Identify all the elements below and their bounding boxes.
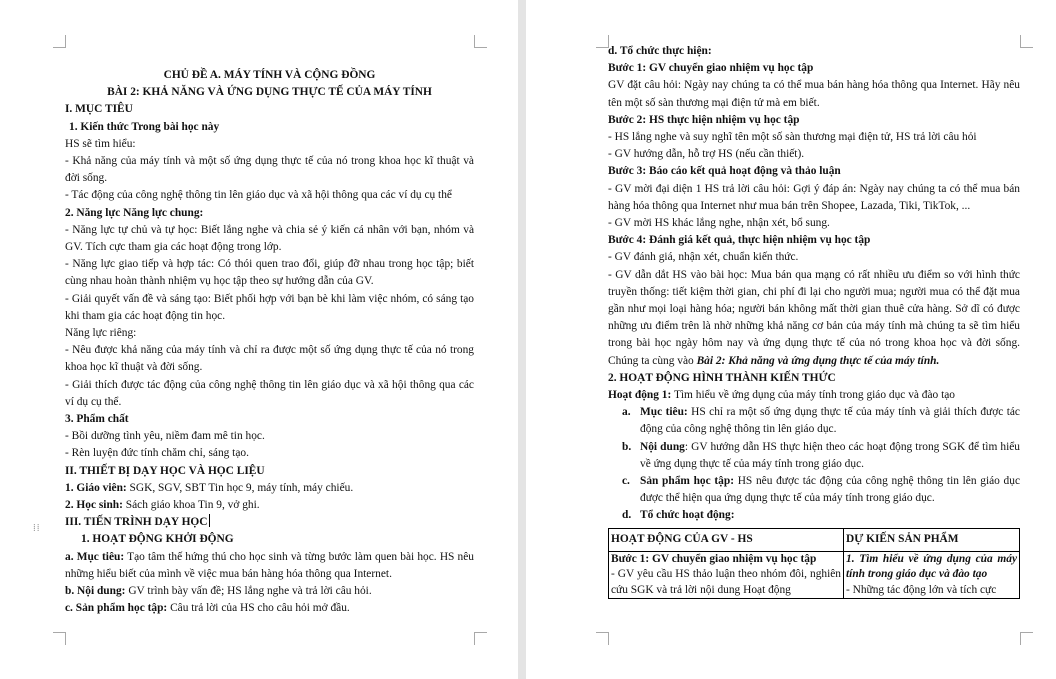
table-cell xyxy=(844,551,1020,599)
heading-process-text: III. TIẾN TRÌNH DẠY HỌC xyxy=(65,516,208,529)
label-product: Sản phẩm học tập: xyxy=(640,475,734,488)
crop-mark-top-right xyxy=(1020,35,1033,48)
list-item-goal xyxy=(622,404,1020,438)
heading-step-1: Bước 1: GV chuyển giao nhiệm vụ học tập xyxy=(608,62,814,75)
value-goal: Tạo tâm thế hứng thú cho học sinh và từng bước làm quen bài học. HS nêu những hiểu biết của mình về việc mua bán hàng hóa thông qua Internet. xyxy=(65,550,474,580)
heading-step-3: Bước 3: Báo cáo kết quả hoạt động và thảo luận xyxy=(608,165,841,178)
text-competency-3: - Giải quyết vấn đề và sáng tạo: Biết phối hợp với bạn bè khi làm việc nhóm, có sáng tạo khi tham gia các hoạt động tin học. xyxy=(65,292,474,322)
heading-process[interactable] xyxy=(65,514,474,531)
heading-organize: d. Tổ chức thực hiện: xyxy=(608,45,712,57)
list-marker: d. xyxy=(622,509,632,522)
label-activity-1: Hoạt động 1: xyxy=(608,389,672,402)
label-content: b. Nội dung: xyxy=(65,585,126,598)
lesson-topic-title: CHỦ ĐỀ A. MÁY TÍNH VÀ CỘNG ĐỒNG xyxy=(163,69,376,81)
value-product: HS nêu được tác động của công nghệ thông tin lên giáo dục được thể hiện qua ứng dụng thực tế của máy tính trong giáo dục. xyxy=(640,475,1020,505)
page-left xyxy=(0,0,518,679)
text-specific-2: - Giải thích được tác động của công nghệ thông tin lên giáo dục và xã hội thông qua các ví dụ cụ thể. xyxy=(65,378,474,408)
heading-qualities: 3. Phẩm chất xyxy=(65,413,129,426)
value-teacher: SGK, SGV, SBT Tin học 9, máy tính, máy chiếu. xyxy=(126,481,354,494)
text-activity-1 xyxy=(608,387,1020,404)
text-quality-2: - Rèn luyện đức tính chăm chỉ, sáng tạo. xyxy=(65,447,249,460)
text-knowledge-2: - Tác động của công nghệ thông tin lên giáo dục và xã hội thông qua các ví dụ cụ thể xyxy=(65,189,452,202)
cell-expected-text: - Những tác động lớn và tích cực xyxy=(846,583,997,596)
crop-mark-top-left xyxy=(53,35,66,48)
value-activity-1: Tìm hiểu về ứng dụng của máy tính trong giáo dục và đào tạo xyxy=(671,389,956,402)
text-cursor xyxy=(209,514,210,527)
text-specific-competency: Năng lực riêng: xyxy=(65,327,137,340)
table-header-cell: DỰ KIẾN SẢN PHẨM xyxy=(844,528,1020,551)
label-student: 2. Học sinh: xyxy=(65,499,123,512)
cell-step-text: - GV yêu cầu HS thảo luận theo nhóm đôi, nghiên cứu SGK và trả lời nội dung Hoạt động xyxy=(611,568,841,596)
table-header-row xyxy=(609,528,1020,551)
table-row xyxy=(609,551,1020,599)
crop-mark-top-right xyxy=(474,35,487,48)
text-knowledge-1: - Khả năng của máy tính và một số ứng dụng thực tế của nó trong khoa học kĩ thuật và đời sống. xyxy=(65,155,474,185)
text-step-2b: - GV hướng dẫn, hỗ trợ HS (nếu cần thiết). xyxy=(608,148,805,161)
lesson-title: BÀI 2: KHẢ NĂNG VÀ ỨNG DỤNG THỰC TẾ CỦA MÁY TÍNH xyxy=(107,86,432,99)
list-marker: b. xyxy=(622,440,632,453)
heading-step-4: Bước 4: Đánh giá kết quả, thực hiện nhiệm vụ học tập xyxy=(608,234,871,247)
text-student-materials xyxy=(65,497,474,514)
value-student: Sách giáo khoa Tin 9, vở ghi. xyxy=(122,499,260,512)
left-page-content xyxy=(65,67,474,618)
right-page-content xyxy=(608,43,1020,599)
page-right xyxy=(526,0,1056,679)
label-product: c. Sản phẩm học tập: xyxy=(65,602,168,615)
list-item-organize xyxy=(622,507,1020,524)
text-step-4a: - GV đánh giá, nhận xét, chuẩn kiến thức. xyxy=(608,251,799,264)
text-step-3b: - GV mời HS khác lắng nghe, nhận xét, bổ sung. xyxy=(608,217,830,230)
list-marker: c. xyxy=(622,475,630,488)
text-step-2a: - HS lắng nghe và suy nghĩ tên một số sàn thương mại điện tử, HS trả lời câu hỏi xyxy=(608,131,977,144)
text-competency-1: - Năng lực tự chủ và tự học: Biết lắng nghe và chia sẻ ý kiến cá nhân với bạn, nhóm và GV. Tích cực tham gia các hoạt động trong lớp. xyxy=(65,223,474,254)
text-teacher-materials xyxy=(65,480,474,497)
heading-competency: 2. Năng lực Năng lực chung: xyxy=(65,206,204,219)
text-product xyxy=(65,600,474,617)
value-content: GV trình bày vấn đề; HS lắng nghe và trả lời câu hỏi. xyxy=(125,585,372,598)
cell-step-heading: Bước 1: GV chuyển giao nhiệm vụ học tập xyxy=(611,552,817,565)
crop-mark-bottom-left xyxy=(53,632,66,645)
text-step-1: GV đặt câu hỏi: Ngày nay chúng ta có thể mua bán hàng hóa thông qua Internet. Hãy nêu tên một số sàn thương mại điện tử mà em biết. xyxy=(608,79,1020,109)
label-goal: a. Mục tiêu: xyxy=(65,550,125,563)
label-teacher: 1. Giáo viên: xyxy=(65,481,127,494)
text-hs-learn: HS sẽ tìm hiểu: xyxy=(65,137,136,150)
list-marker: a. xyxy=(622,406,631,419)
activity-table xyxy=(608,528,1020,600)
text-quality-1: - Bồi dưỡng tình yêu, niềm đam mê tin học. xyxy=(65,430,265,443)
text-content xyxy=(65,583,474,600)
text-goal xyxy=(65,549,474,583)
heading-warmup: 1. HOẠT ĐỘNG KHỞI ĐỘNG xyxy=(81,533,234,546)
cell-expected-heading: 1. Tìm hiểu về ứng dụng của máy tính trong giáo dục và đào tạo xyxy=(846,552,1017,581)
heading-objectives: I. MỤC TIÊU xyxy=(65,103,133,116)
text-step-4b xyxy=(608,267,1020,370)
label-goal: Mục tiêu: xyxy=(640,406,688,419)
text-step-3a: - GV mời đại diện 1 HS trả lời câu hỏi: Gợi ý đáp án: Ngày nay chúng ta có thể mua bán hàng hóa thông qua Internet như mua bán trên Shopee, Lazada, Tiki, TikTok, ... xyxy=(608,182,1020,212)
table-header-cell: HOẠT ĐỘNG CỦA GV - HS xyxy=(609,528,844,551)
text-competency-2: - Năng lực giao tiếp và hợp tác: Có thói quen trao đổi, giúp đỡ nhau trong học tập; biết cùng nhau hoàn thành nhiệm vụ học tập theo sự hướng dẫn của GV. xyxy=(65,258,474,288)
heading-equipment: II. THIẾT BỊ DẠY HỌC VÀ HỌC LIỆU xyxy=(65,464,265,477)
table-cell xyxy=(609,551,844,599)
crop-mark-bottom-right xyxy=(474,632,487,645)
drag-handle-icon[interactable]: ⁞⁞ xyxy=(33,523,41,534)
heading-knowledge-forming: 2. HOẠT ĐỘNG HÌNH THÀNH KIẾN THỨC xyxy=(608,371,836,384)
list-item-product xyxy=(622,473,1020,507)
value-goal: HS chỉ ra một số ứng dụng thực tế của máy tính và giải thích được tác động của công nghệ thông tin lên giáo dục. xyxy=(640,406,1020,436)
list-item-content xyxy=(622,439,1020,473)
value-product: Câu trả lời của HS cho câu hỏi mở đầu. xyxy=(167,602,350,615)
crop-mark-bottom-left xyxy=(596,632,609,645)
text-specific-1: - Nêu được khả năng của máy tính và chỉ ra được một số ứng dụng thực tế của nó trong khoa học kĩ thuật và đời sống. xyxy=(65,344,474,374)
crop-mark-bottom-right xyxy=(1020,632,1033,645)
activity-list xyxy=(608,404,1020,524)
heading-step-2: Bước 2: HS thực hiện nhiệm vụ học tập xyxy=(608,113,800,126)
text-lesson-ref: Bài 2: Khả năng và ứng dụng thực tế của máy tính. xyxy=(696,354,940,367)
heading-knowledge: 1. Kiến thức Trong bài học này xyxy=(69,120,220,133)
text-step-4b-body: - GV dẫn dắt HS vào bài học: Mua bán qua mạng có rất nhiều ưu điểm so với hình thức truyền thống: tiết kiệm thời gian, chi phí đi lại cho người mua; người mua có thể đặt mua gần như mọi loại hàng hóa; người bán không mất thời gian thuê cửa hàng. Sở dĩ có được những ưu điểm trên là nhờ những khả năng cơ bản của máy tính mà chúng ta sẽ tìm hiểu trong bài học ngày hôm nay và ứng dụng thực tế của nó trong khoa học và đời sống. Chúng ta cùng vào xyxy=(608,268,1020,367)
value-content: : GV hướng dẫn HS thực hiện theo các hoạt động trong SGK để tìm hiểu về ứng dụng thực tế của máy tính trong giáo dục. xyxy=(640,440,1021,470)
label-content: Nội dung xyxy=(640,440,685,453)
label-organize: Tổ chức hoạt động: xyxy=(640,509,735,522)
